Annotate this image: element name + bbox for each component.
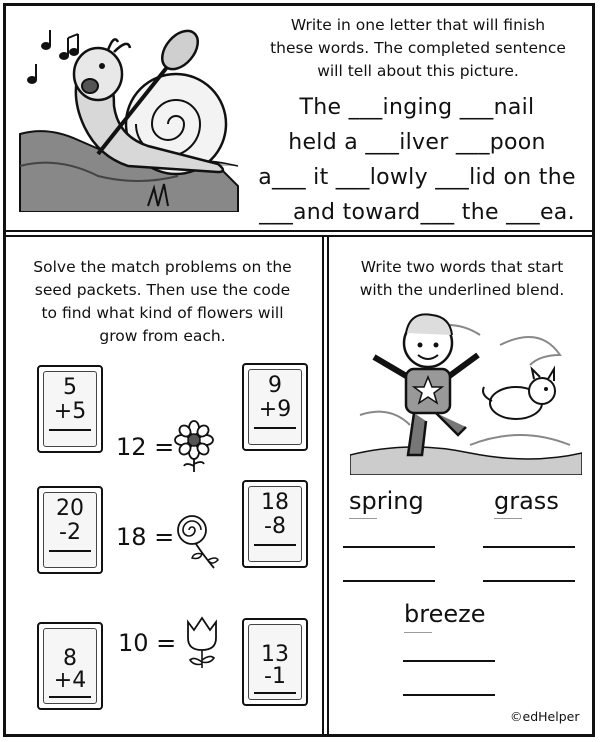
code-value: 10 = — [118, 629, 177, 657]
code-value: 12 = — [116, 433, 175, 461]
puzzle-line[interactable]: held a ___ilver ___poon — [288, 130, 546, 155]
packet-top-number: 9 — [268, 373, 282, 398]
credit-text: ©edHelper — [510, 709, 580, 724]
packet-top-number: 18 — [261, 490, 289, 515]
blend-word-breeze: breeze — [404, 600, 486, 628]
snail-illustration — [18, 16, 243, 212]
tulip-icon — [182, 614, 222, 670]
horizontal-divider — [3, 230, 595, 237]
seed-packet[interactable] — [242, 618, 308, 706]
seed-packet[interactable] — [37, 486, 103, 574]
seed-packet[interactable] — [242, 363, 308, 451]
rose-icon — [174, 512, 220, 572]
packet-bottom-number: +4 — [53, 668, 87, 693]
packet-bottom-number: +9 — [258, 397, 292, 422]
seed-packet[interactable] — [37, 365, 103, 453]
sentence-puzzle — [236, 90, 598, 230]
packet-bottom-number: -2 — [59, 520, 81, 545]
blend-instructions: Write two words that start with the underlined blend. — [359, 258, 565, 299]
boy-and-dog-illustration — [350, 305, 582, 475]
puzzle-line[interactable]: ___and toward___ the ___ea. — [259, 200, 575, 225]
answer-blank[interactable] — [403, 694, 495, 696]
blend-word-grass: grass — [494, 487, 559, 515]
blend-word-spring: spring — [349, 487, 424, 515]
top-instructions: Write in one letter that will finish these words. The completed sentence will tell about this picture. — [270, 16, 566, 80]
answer-blank[interactable] — [343, 546, 435, 548]
packet-top-number: 5 — [63, 375, 77, 400]
puzzle-line[interactable]: The ___inging ___nail — [299, 95, 535, 120]
math-instructions: Solve the match problems on the seed packets. Then use the code to find what kind of flowers will grow from each. — [33, 258, 292, 345]
packet-bottom-number: -1 — [264, 664, 286, 689]
packet-bottom-number: -8 — [264, 514, 286, 539]
code-value: 18 = — [116, 523, 175, 551]
seed-packet[interactable] — [242, 480, 308, 568]
vertical-divider — [322, 236, 329, 737]
packet-top-number: 13 — [261, 642, 289, 667]
blend-underline — [404, 632, 432, 633]
seed-packet[interactable] — [37, 622, 103, 710]
music-notes-icon — [28, 30, 78, 83]
blend-underline — [349, 518, 377, 519]
puzzle-line[interactable]: a___ it ___lowly ___lid on the — [258, 165, 576, 190]
packet-top-number: 20 — [56, 496, 84, 521]
answer-blank[interactable] — [343, 580, 435, 582]
packet-top-number: 8 — [63, 646, 77, 671]
answer-blank[interactable] — [403, 660, 495, 662]
blend-underline — [494, 518, 522, 519]
packet-bottom-number: +5 — [53, 399, 87, 424]
daisy-icon — [172, 420, 216, 472]
answer-blank[interactable] — [483, 546, 575, 548]
answer-blank[interactable] — [483, 580, 575, 582]
